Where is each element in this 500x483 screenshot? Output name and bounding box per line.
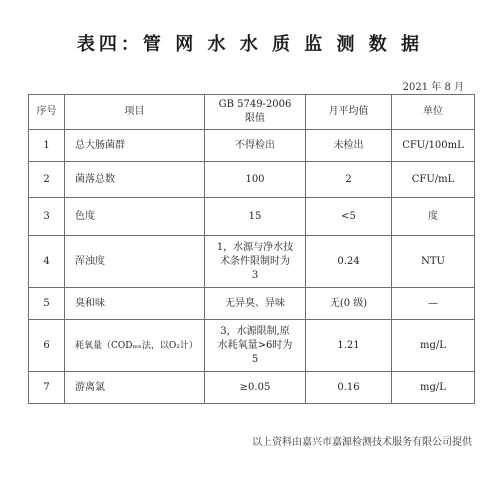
water-quality-table (28, 94, 475, 404)
cell-average: 无(0 级) (306, 288, 392, 320)
cell-item: 游离氯 (65, 372, 205, 404)
table-row (29, 236, 475, 288)
cell-unit: CFU/mL (392, 162, 475, 198)
cell-item: 臭和味 (65, 288, 205, 320)
table-row (29, 130, 475, 162)
cell-average: 2 (306, 162, 392, 198)
cell-index: 7 (29, 372, 65, 404)
cell-limit: 100 (205, 162, 306, 198)
header-item: 项目 (65, 95, 205, 130)
cell-limit: ≥0.05 (205, 372, 306, 404)
cell-unit: CFU/100mL (392, 130, 475, 162)
table-row (29, 288, 475, 320)
table-row (29, 320, 475, 372)
cell-average: 0.24 (306, 236, 392, 288)
cell-index: 2 (29, 162, 65, 198)
report-date: 2021 年 8 月 (402, 82, 464, 93)
table-row (29, 198, 475, 236)
cell-limit: 无异臭、异味 (205, 288, 306, 320)
header-limit: GB 5749-2006 限值 (205, 95, 306, 130)
cell-average: 未检出 (306, 130, 392, 162)
page-title: 表四：管 网 水 水 质 监 测 数 据 (76, 34, 424, 55)
cell-unit: mg/L (392, 372, 475, 404)
cell-limit: 3，水源限制,原 水耗氧量>6时为 5 (205, 320, 306, 372)
cell-index: 1 (29, 130, 65, 162)
header-index: 序号 (29, 95, 65, 130)
header-monthly-average: 月平均值 (306, 95, 392, 130)
cell-unit: — (392, 288, 475, 320)
cell-average: 0.16 (306, 372, 392, 404)
cell-average: 1.21 (306, 320, 392, 372)
cell-item: 浑浊度 (65, 236, 205, 288)
table-row (29, 372, 475, 404)
cell-limit: 不得检出 (205, 130, 306, 162)
cell-average: <5 (306, 198, 392, 236)
cell-item: 色度 (65, 198, 205, 236)
cell-item: 菌落总数 (65, 162, 205, 198)
header-unit: 单位 (392, 95, 475, 130)
cell-limit: 1，水源与净水技 术条件限制时为 3 (205, 236, 306, 288)
cell-unit: NTU (392, 236, 475, 288)
table-header-row (29, 95, 475, 130)
cell-index: 6 (29, 320, 65, 372)
cell-item: 总大肠菌群 (65, 130, 205, 162)
source-note: 以上资料由嘉兴市嘉源检测技术服务有限公司提供 (252, 437, 472, 448)
cell-index: 3 (29, 198, 65, 236)
cell-item: 耗氧量（CODₘₙ法，以O₂计） (65, 320, 205, 372)
cell-index: 5 (29, 288, 65, 320)
cell-index: 4 (29, 236, 65, 288)
cell-unit: 度 (392, 198, 475, 236)
cell-unit: mg/L (392, 320, 475, 372)
cell-limit: 15 (205, 198, 306, 236)
table-row (29, 162, 475, 198)
